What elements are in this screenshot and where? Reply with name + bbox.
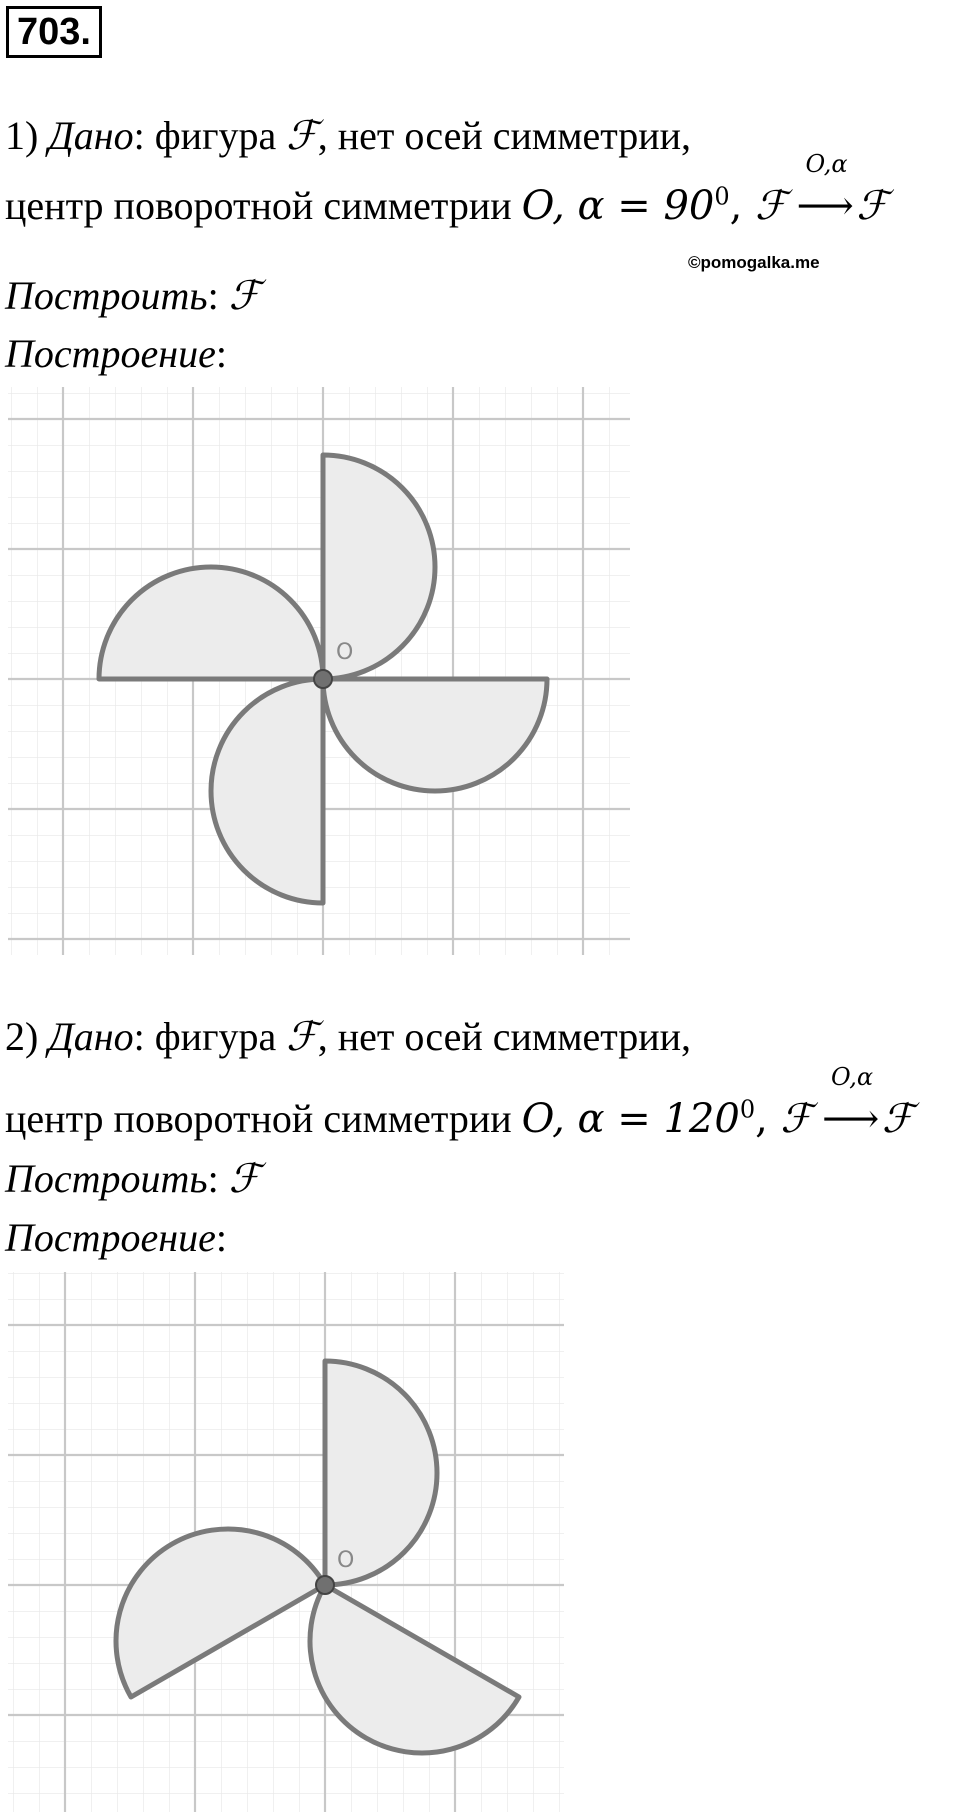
rotation-center-point xyxy=(314,670,332,688)
construction-line-1: Построение: xyxy=(5,331,228,376)
center-text: центр поворотной симметрии xyxy=(5,183,522,228)
figure-symbol: ℱ xyxy=(286,1014,318,1060)
build-line-2: Построить: ℱ xyxy=(5,1156,261,1202)
arrow-label: O,α xyxy=(830,1063,874,1091)
given-text: : фигура xyxy=(133,1014,287,1059)
figure-symbol: ℱ xyxy=(755,183,787,229)
center-point-label: O xyxy=(337,1548,355,1573)
figure-symbol: ℱ xyxy=(780,1096,812,1142)
part-number: 1) xyxy=(5,113,39,158)
part-number: 2) xyxy=(5,1014,39,1059)
given-line-1 xyxy=(5,112,691,159)
degree-mark: 0 xyxy=(714,182,730,211)
problem-number: 703. xyxy=(6,6,102,58)
given-label: Дано xyxy=(48,1014,134,1059)
given-label: Дано xyxy=(48,113,134,158)
center-point-label: O xyxy=(336,640,354,665)
arrow-label: O,α xyxy=(805,150,848,178)
rotation-center-point xyxy=(316,1576,334,1594)
given-line-2 xyxy=(5,1013,691,1060)
rotation-arrow: O,α ⟶ xyxy=(797,182,847,229)
watermark: ©pomogalka.me xyxy=(688,253,820,272)
rotation-arrow: O,α ⟶ xyxy=(822,1095,872,1142)
figure-symbol: ℱ xyxy=(856,183,888,229)
given-text: : фигура xyxy=(133,113,287,158)
figure-2-construction xyxy=(0,1270,580,1815)
center-math: O, α = 120 xyxy=(521,1096,740,1142)
figure-1-construction xyxy=(0,385,640,960)
construction-label: Построение xyxy=(5,1215,216,1260)
given-tail: , нет осей симметрии, xyxy=(317,113,692,158)
build-label: Построить xyxy=(5,273,208,318)
figure-symbol: ℱ xyxy=(286,113,318,159)
figure-symbol: ℱ xyxy=(882,1096,914,1142)
figure-symbol: ℱ xyxy=(228,1156,261,1202)
construction-line-2: Построение: xyxy=(5,1215,228,1260)
center-text: центр поворотной симметрии xyxy=(5,1096,522,1141)
figure-symbol: ℱ xyxy=(228,273,261,319)
build-label: Построить xyxy=(5,1156,208,1201)
center-line-2: центр поворотной симметрии O, $\alpha = 120^0$, ℱ O,α ⟶ ℱ xyxy=(5,1063,914,1142)
build-line-1: Построить: ℱ xyxy=(5,273,261,319)
given-tail: , нет осей симметрии, xyxy=(317,1014,692,1059)
degree-mark: 0 xyxy=(739,1095,756,1124)
center-math: O, α = 90 xyxy=(521,183,715,229)
center-line-1: центр поворотной симметрии O, $\alpha = 90^0$, ℱ O,α ⟶ ℱ xyxy=(5,150,888,229)
construction-label: Построение xyxy=(5,331,216,376)
